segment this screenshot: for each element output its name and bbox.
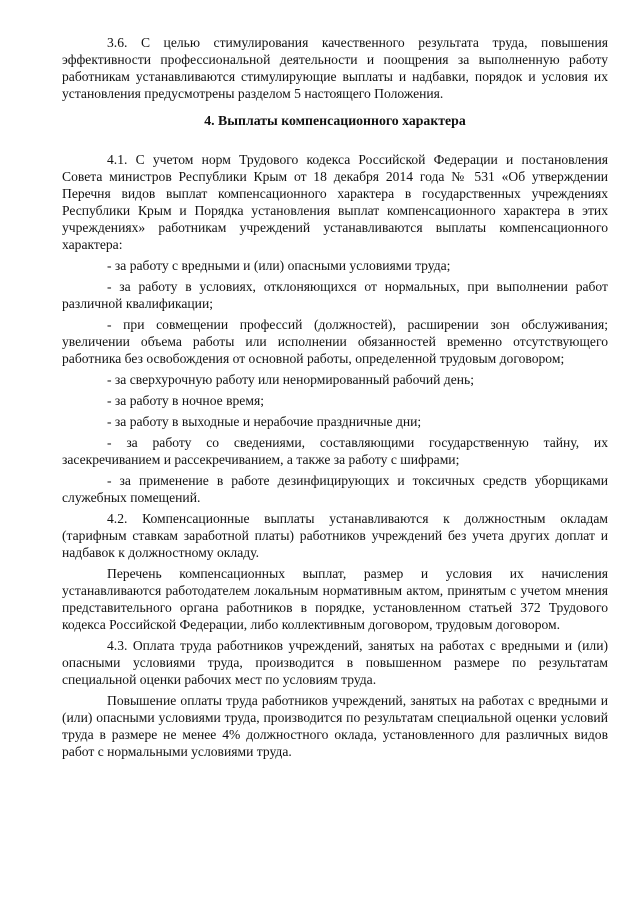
paragraph-4-2-b: Перечень компенсационных выплат, размер и условия их начисления устанавливаются работодателем локальным нормативным актом, принятым с учетом мнения представительного органа работников в порядке, установленном статьей 372 Трудового кодекса Российской Федерации, либо коллективным договором, трудовым договором. <box>62 566 608 632</box>
paragraph-4-2: 4.2. Компенсационные выплаты устанавливаются к должностным окладам (тарифным ставкам заработной платы) работников учреждений без учета других доплат и надбавок к должностному окладу. <box>62 511 608 560</box>
section-4-heading: 4. Выплаты компенсационного характера <box>204 113 466 128</box>
list-item: - за работу в выходные и нерабочие праздничные дни; <box>107 414 422 429</box>
list-item: - за работу в условиях, отклоняющихся от нормальных, при выполнении работ различной квалификации; <box>62 279 608 311</box>
list-item: - за сверхурочную работу или ненормированный рабочий день; <box>107 372 475 387</box>
list-item: - за работу в ночное время; <box>107 393 264 408</box>
document-page <box>62 34 608 764</box>
list-item: - за работу со сведениями, составляющими государственную тайну, их засекречиванием и рассекречиванием, а также за работу с шифрами; <box>62 435 608 467</box>
list-item: - за применение в работе дезинфицирующих и токсичных средств уборщиками служебных помещений. <box>62 473 608 505</box>
paragraph-4-3-b: Повышение оплаты труда работников учреждений, занятых на работах с вредными и (или) опасными условиями труда, производится по результатам специальной оценки условий труда в размере не менее 4% должностного оклада, установленного для различных видов работ с нормальными условиями труда. <box>62 693 608 759</box>
paragraph-4-3: 4.3. Оплата труда работников учреждений, занятых на работах с вредными и (или) опасными условиями труда, производится в повышенном размере по результатам специальной оценки рабочих мест по условиям труда. <box>62 638 608 687</box>
list-item: - за работу с вредными и (или) опасными условиями труда; <box>107 258 451 273</box>
paragraph-4-1: 4.1. С учетом норм Трудового кодекса Российской Федерации и постановления Совета министров Республики Крым от 18 декабря 2014 года № 531 «Об утверждении Перечня видов выплат компенсационного характера в государственных учреждениях Республики Крым и Порядка установления выплат компенсационного характера в этих учреждениях» работникам учреждений устанавливаются выплаты компенсационного характера: <box>62 152 608 252</box>
list-item: - при совмещении профессий (должностей), расширении зон обслуживания; увеличении объема работы или исполнении обязанностей временно отсутствующего работника без освобождения от основной работы, определенной трудовым договором; <box>62 317 608 366</box>
paragraph-3-6: 3.6. С целью стимулирования качественного результата труда, повышения эффективности профессиональной деятельности и поощрения за выполненную работу работникам устанавливаются стимулирующие выплаты и надбавки, порядок и условия их установления предусмотрены разделом 5 настоящего Положения. <box>62 35 608 101</box>
